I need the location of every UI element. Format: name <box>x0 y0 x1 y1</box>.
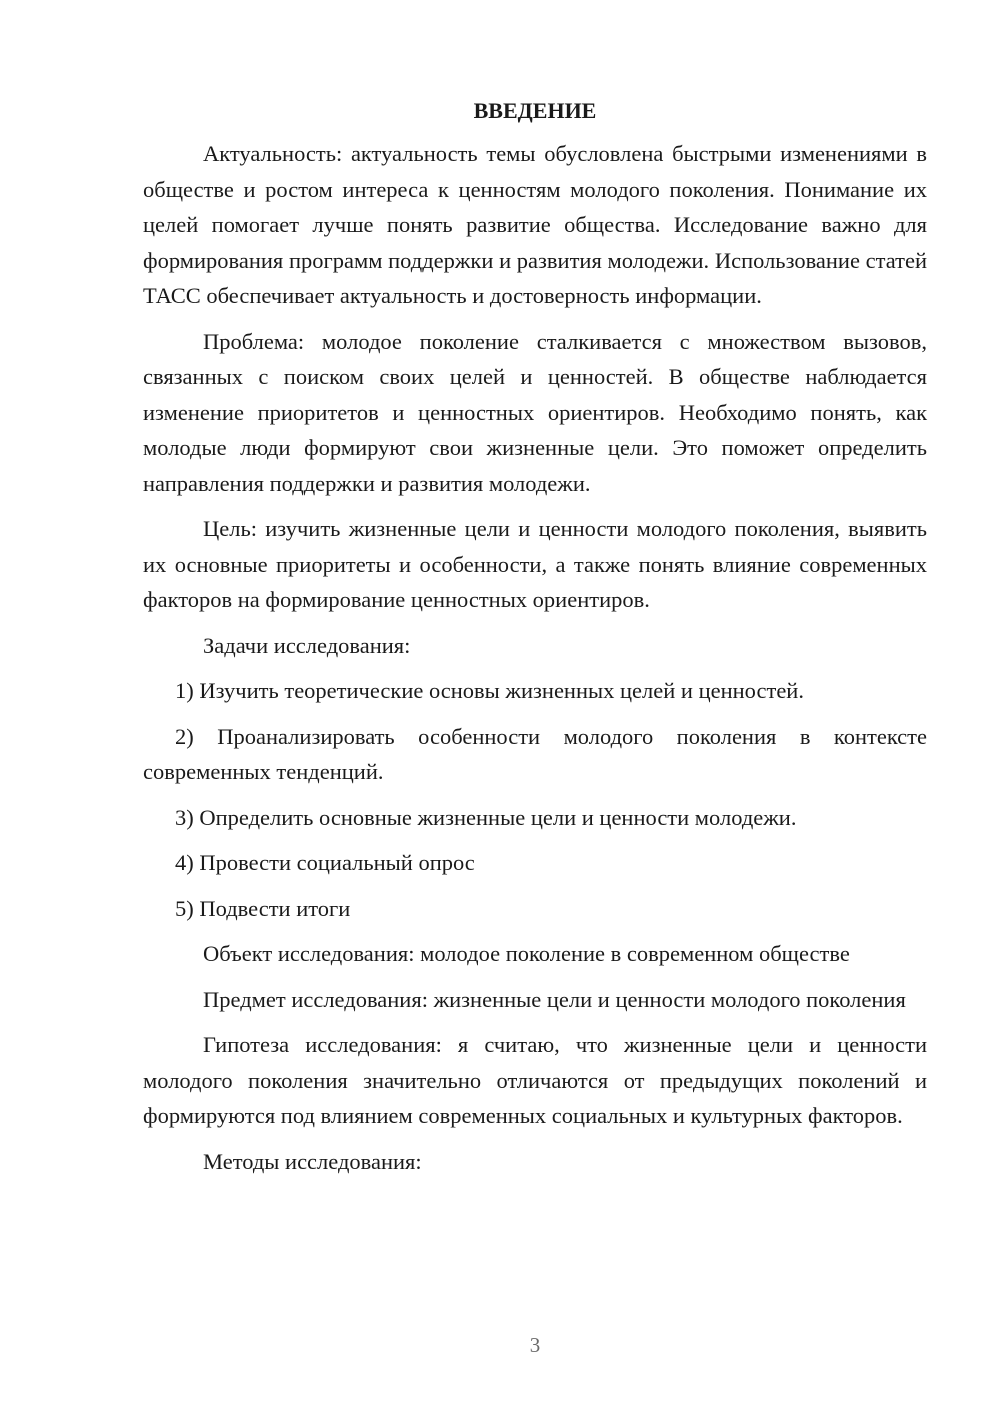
relevance-paragraph: Актуальность: актуальность темы обусловлена быстрыми изменениями в обществе и ростом интереса к ценностям молодого поколения. Понимание их целей помогает лучше понять развитие общества. Исследование важно для формирования программ поддержки и развития молодежи. Использование статей ТАСС обеспечивает актуальность и достоверность информации. <box>143 141 927 308</box>
page-number: 3 <box>529 1333 541 1357</box>
problem-paragraph: Проблема: молодое поколение сталкивается с множеством вызовов, связанных с поиском своих целей и ценностей. В обществе наблюдается изменение приоритетов и ценностных ориентиров. Необходимо понять, как молодые люди формируют свои жизненные цели. Это поможет определить направления поддержки и развития молодежи. <box>143 328 927 496</box>
subject-paragraph: Предмет исследования: жизненные цели и ценности молодого поколения <box>203 986 906 1012</box>
object-paragraph: Объект исследования: молодое поколение в современном обществе <box>203 941 850 966</box>
page-content <box>143 96 927 1179</box>
task-item: 4) Провести социальный опрос <box>175 850 475 875</box>
task-item: 2) Проанализировать особенности молодого поколения в контексте современных тенденций. <box>143 723 927 784</box>
tasks-heading: Задачи исследования: <box>203 632 411 658</box>
task-item: 3) Определить основные жизненные цели и ценности молодежи. <box>175 804 797 830</box>
methods-heading: Методы исследования: <box>203 1148 422 1174</box>
hypothesis-paragraph: Гипотеза исследования: я считаю, что жизненные цели и ценности молодого поколения значительно отличаются от предыдущих поколений и формируются под влиянием современных социальных и культурных факторов. <box>143 1032 927 1128</box>
task-item: 1) Изучить теоретические основы жизненных целей и ценностей. <box>175 678 804 703</box>
page-title: ВВЕДЕНИЕ <box>473 98 597 123</box>
goal-paragraph: Цель: изучить жизненные цели и ценности молодого поколения, выявить их основные приоритеты и особенности, а также понять влияние современных факторов на формирование ценностных ориентиров. <box>143 516 927 612</box>
task-item: 5) Подвести итоги <box>175 895 351 921</box>
